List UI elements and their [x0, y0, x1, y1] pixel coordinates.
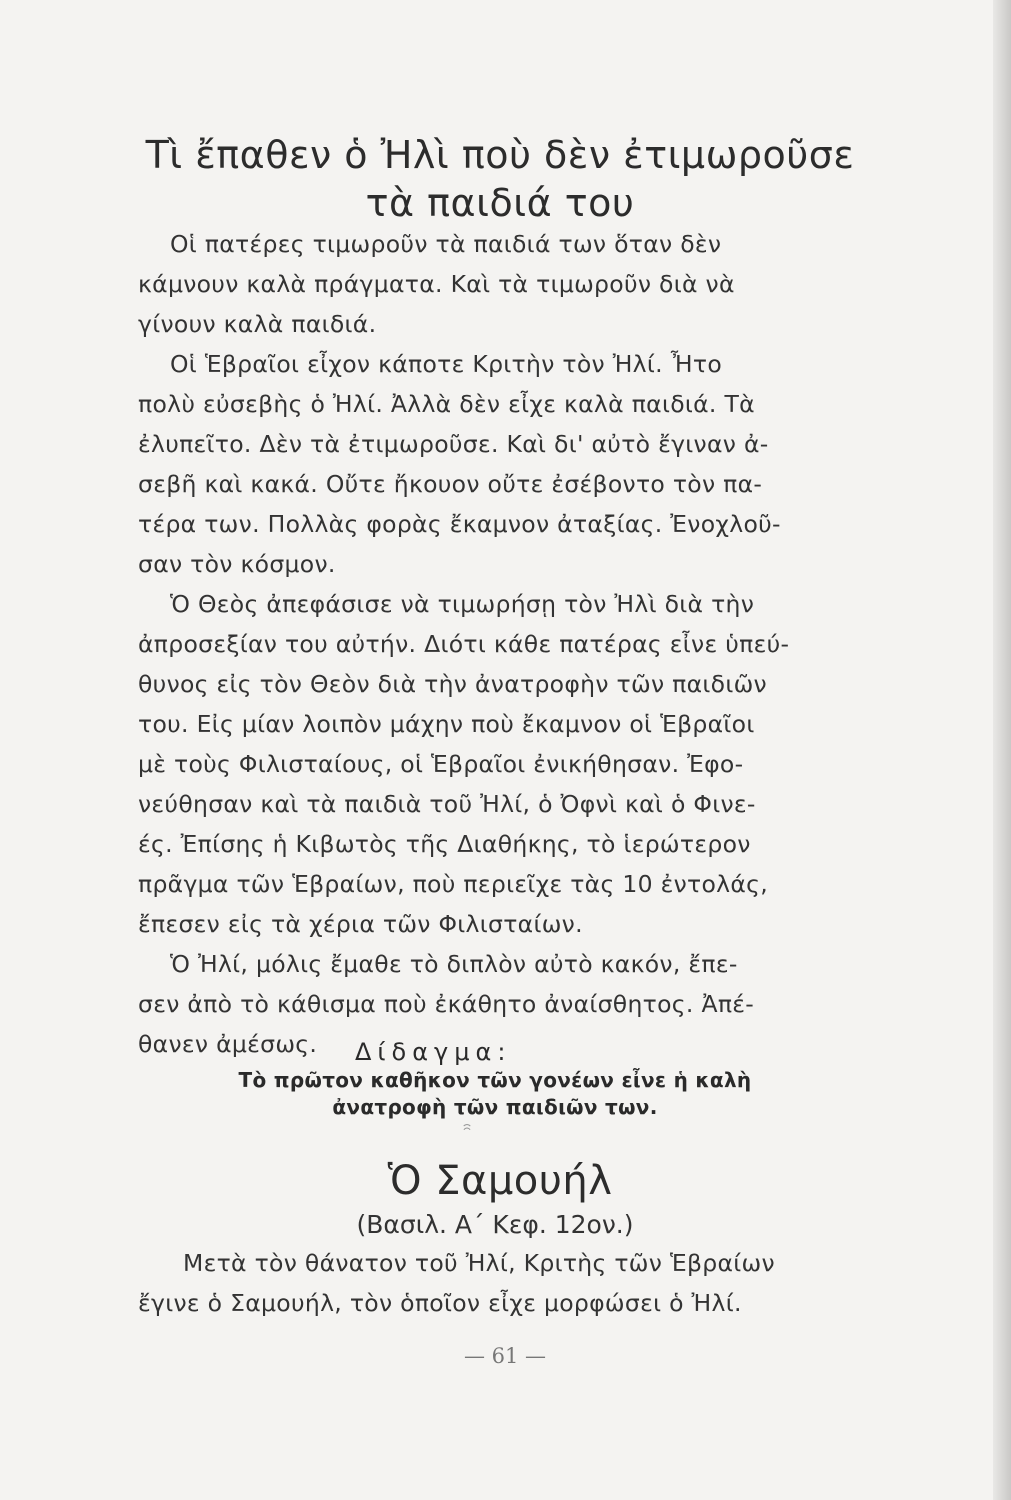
section-title: Ὁ Σαμουήλ [387, 1158, 613, 1204]
body-line: γίνουν καλὰ παιδιά. [138, 310, 377, 338]
body-line: τέρα των. Πολλὰς φορὰς ἔκαμνον ἀταξίας. Ἐνοχλοῦ- [138, 510, 781, 538]
body-line: σεν ἀπὸ τὸ κάθισμα ποὺ ἐκάθητο ἀναίσθητος. Ἀπέ- [138, 990, 755, 1018]
body-line: ἔπεσεν εἰς τὰ χέρια τῶν Φιλισταίων. [138, 910, 583, 938]
body-line: πολὺ εὐσεβὴς ὁ Ἠλί. Ἀλλὰ δὲν εἶχε καλὰ παιδιά. Τὰ [138, 390, 755, 418]
lesson-line-1: Τὸ πρῶτον καθῆκον τῶν γονέων εἶνε ἡ καλὴ [238, 1068, 752, 1092]
section-subtitle: (Βασιλ. Α΄ Κεφ. 12ον.) [356, 1210, 634, 1239]
page-number: — 61 — [463, 1344, 547, 1368]
body-line: Οἱ Ἑβραῖοι εἶχον κάποτε Κριτὴν τὸν Ἠλί. Ἦτο [170, 350, 723, 378]
section-line: Μετὰ τὸν θάνατον τοῦ Ἠλί, Κριτὴς τῶν Ἑβραίων [183, 1249, 775, 1277]
body-line: μὲ τοὺς Φιλισταίους, οἱ Ἑβραῖοι ἐνικήθησαν. Ἐφο- [138, 750, 744, 778]
body-line: ἐλυπεῖτο. Δὲν τὰ ἐτιμωροῦσε. Καὶ δι' αὐτὸ ἔγιναν ἀ- [138, 430, 769, 458]
chapter-title-line-2: τὰ παιδιά του [365, 181, 635, 225]
lesson-title: Δίδαγμα: [355, 1038, 512, 1066]
body-line: Ὁ Θεὸς ἀπεφάσισε νὰ τιμωρήσῃ τὸν Ἠλὶ διὰ τὴν [170, 590, 755, 618]
body-line: θανεν ἀμέσως. [138, 1030, 318, 1058]
body-line: ές. Ἐπίσης ἡ Κιβωτὸς τῆς Διαθήκης, τὸ ἱερώτερον [138, 830, 751, 858]
body-line: ἀπροσεξίαν του αὐτήν. Διότι κάθε πατέρας εἶνε ὑπεύ- [138, 630, 790, 658]
body-line: Οἱ πατέρες τιμωροῦν τὰ παιδιά των ὅταν δὲν [170, 230, 722, 258]
body-line: σεβῆ καὶ κακά. Οὔτε ἤκουον οὔτε ἐσέβοντο τὸν πα- [138, 470, 763, 498]
section-line: ἔγινε ὁ Σαμουήλ, τὸν ὁποῖον εἶχε μορφώσει ὁ Ἠλί. [138, 1289, 742, 1317]
body-line: του. Εἰς μίαν λοιπὸν μάχην ποὺ ἔκαμνον οἱ Ἑβραῖοι [138, 710, 755, 738]
body-line: Ὁ Ἠλί, μόλις ἔμαθε τὸ διπλὸν αὐτὸ κακόν, ἔπε- [170, 950, 738, 978]
body-line: νεύθησαν καὶ τὰ παιδιὰ τοῦ Ἠλί, ὁ Ὀφνὶ καὶ ὁ Φινε- [138, 790, 756, 818]
body-line: πρᾶγμα τῶν Ἑβραίων, ποὺ περιεῖχε τὰς 10 ἐντολάς, [138, 870, 769, 898]
chapter-title-line-1: Τὶ ἔπαθεν ὁ Ἠλὶ ποὺ δὲν ἐτιμωροῦσε [145, 133, 855, 177]
lesson-line-2: ἀνατροφὴ τῶν παιδιῶν των. [332, 1095, 658, 1119]
body-line: κάμνουν καλὰ πράγματα. Καὶ τὰ τιμωροῦν διὰ νὰ [138, 270, 735, 298]
body-line: θυνος εἰς τὸν Θεὸν διὰ τὴν ἀνατροφὴν τῶν παιδιῶν [138, 670, 767, 698]
body-line: σαν τὸν κόσμον. [138, 550, 336, 578]
